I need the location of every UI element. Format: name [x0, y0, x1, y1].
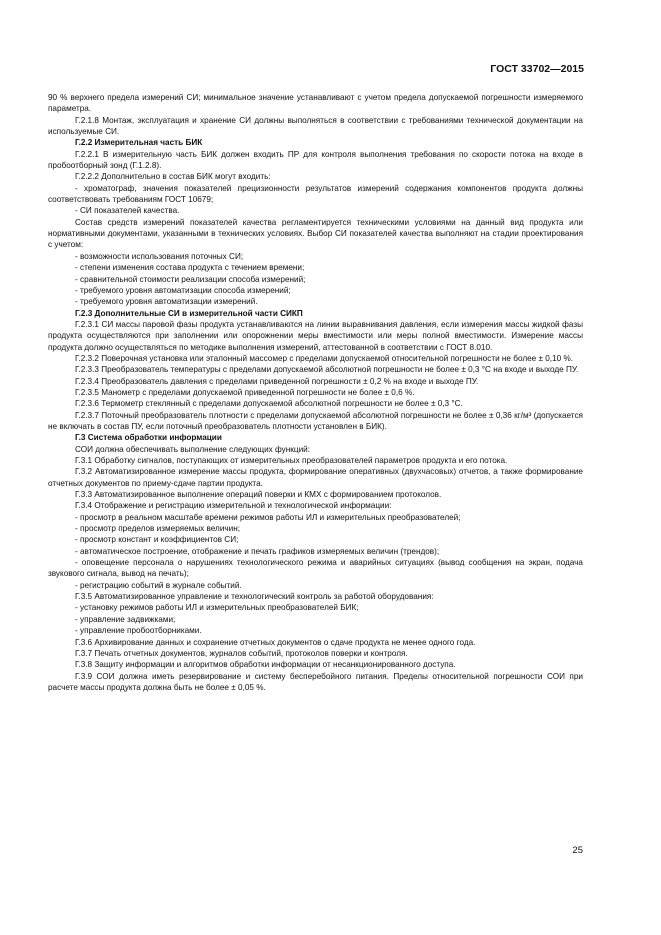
paragraph: Г.2.2.1 В измерительную часть БИК должен входить ПР для контроля выполнения требования по скорости потока на входе в пробоотборный зонд (Г.1.2.8).: [48, 149, 583, 171]
list-item: - оповещение персонала о нарушениях технологического режима и аварийных ситуациях (вывод сообщения на экран, подача звукового сигнала, вывод на печать);: [48, 558, 583, 579]
list-item: - управление задвижками;: [75, 614, 176, 624]
list-item: - регистрацию событий в журнале событий.: [75, 580, 242, 590]
paragraph: Г.2.3.1 СИ массы паровой фазы продукта устанавливаются на линии выравнивания давления, если измерения массы жидкой фазы продукта осуществляются при заполнении или опорожнении меры вместимости или меры полной вместимости. Измерение массы продукта должно осуществляться по методике выполнения измерений, аттестованной в соответствии с ГОСТ 8.010.: [48, 319, 583, 352]
list-item: - требуемого уровня автоматизации измерений.: [75, 297, 258, 307]
list-item: - требуемого уровня автоматизации способа измерений;: [75, 285, 291, 295]
paragraph: Г.2.3.6 Термометр стеклянный с пределами допускаемой абсолютной погрешности не более ± 0,3 °С.: [75, 399, 463, 409]
paragraph: Г.2.3.4 Преобразователь давления с пределами приведенной погрешности ± 0,2 % на входе и выходе ПУ.: [75, 376, 479, 386]
paragraph: Г.3.8 Защиту информации и алгоритмов обработки информации от несанкционированного доступа.: [75, 660, 456, 670]
list-item: - просмотр пределов измеряемых величин;: [75, 524, 241, 534]
list-item: - хроматограф, значения показателей прецизионности результатов измерений содержания компонентов продукта должны соответствовать требованиям ГОСТ 10679;: [48, 183, 583, 205]
list-item: - СИ показателей качества.: [75, 206, 180, 216]
document-number-header: ГОСТ 33702—2015: [490, 63, 584, 75]
paragraph: Состав средств измерений показателей качества регламентируется техническими условиями на данный вид продукта или нормативными документами, указанными в технических условиях. Выбор СИ показателей качества выполняют на стадии проектирования с учетом:: [48, 217, 583, 250]
paragraph: Г.3.9 СОИ должна иметь резервирование и систему бесперебойного питания. Пределы относительной погрешности СОИ при расчете массы продукта должна быть не более ± 0,05 %.: [48, 671, 583, 692]
paragraph: 90 % верхнего предела измерений СИ; минимальное значение устанавливают с учетом предела допускаемой погрешности измеряемого параметра.: [48, 93, 583, 114]
paragraph: Г.3.6 Архивирование данных и сохранение отчетных документов о сдаче продукта не менее одного года.: [75, 637, 476, 647]
paragraph: Г.2.2.2 Дополнительно в состав БИК могут входить:: [75, 172, 271, 182]
paragraph: Г.3.2 Автоматизированное измерение массы продукта, формирование оперативных (двухчасовых) отчетов, а также формирование отчетных документов по приему-сдаче партии продукта.: [48, 467, 583, 488]
list-item: - автоматическое построение, отображение и печать графиков измеряемых величин (трендов);: [75, 546, 440, 556]
paragraph: Г.3.3 Автоматизированное выполнение операций поверки и КМХ с формированием протоколов.: [75, 490, 442, 500]
section-heading: Г.3 Система обработки информации: [75, 433, 222, 443]
paragraph: Г.2.1.8 Монтаж, эксплуатация и хранение СИ должны выполняться в соответствии с требованиями технической документации на используемые СИ.: [48, 115, 583, 137]
paragraph: Г.2.3.3 Преобразователь температуры с пределами допускаемой абсолютной погрешности не более ± 0,3 °С на входе и выходе ПУ.: [75, 365, 579, 375]
paragraph: СОИ должна обеспечивать выполнение следующих функций:: [75, 444, 310, 454]
section-heading: Г.2.2 Измерительная часть БИК: [75, 138, 203, 148]
list-item: - возможности использования поточных СИ;: [75, 251, 244, 261]
section-heading: Г.2.3 Дополнительные СИ в измерительной части СИКП: [75, 308, 303, 318]
list-item: - управление пробоотборниками.: [75, 626, 202, 636]
list-item: - просмотр в реальном масштабе времени режимов работы ИЛ и измерительных преобразователей;: [75, 512, 461, 522]
paragraph: Г.3.1 Обработку сигналов, поступающих от измерительных преобразователей параметров продукта и его потока.: [75, 456, 508, 465]
list-item: - просмотр констант и коэффициентов СИ;: [75, 535, 239, 545]
list-item: - степени изменения состава продукта с течением времени;: [75, 263, 305, 273]
paragraph: Г.2.3.2 Поверочная установка или эталонный массомер с пределами допускаемой относительной погрешности не более ± 0,10 %.: [75, 353, 574, 363]
paragraph: Г.3.5 Автоматизированное управление и технологический контроль за работой оборудования:: [75, 592, 434, 602]
paragraph: Г.2.3.7 Поточный преобразователь плотности с пределами допускаемой абсолютной погрешности не более ± 0,36 кг/м³ (допускается не включать в состав ПУ, если поточный преобразователь плотности установлен в БИК).: [48, 410, 583, 431]
paragraph: Г.2.3.5 Манометр с пределами допускаемой приведенной погрешности не более ± 0,6 %.: [75, 387, 415, 397]
document-body: [48, 92, 583, 693]
page-number: 25: [572, 845, 583, 856]
list-item: - установку режимов работы ИЛ и измерительных преобразователей БИК;: [75, 603, 359, 613]
list-item: - сравнительной стоимости реализации способа измерений;: [75, 274, 306, 284]
paragraph: Г.3.7 Печать отчетных документов, журналов событий, протоколов поверки и контроля.: [75, 648, 408, 658]
paragraph: Г.3.4 Отображение и регистрацию измерительной и технологической информации:: [75, 501, 392, 511]
